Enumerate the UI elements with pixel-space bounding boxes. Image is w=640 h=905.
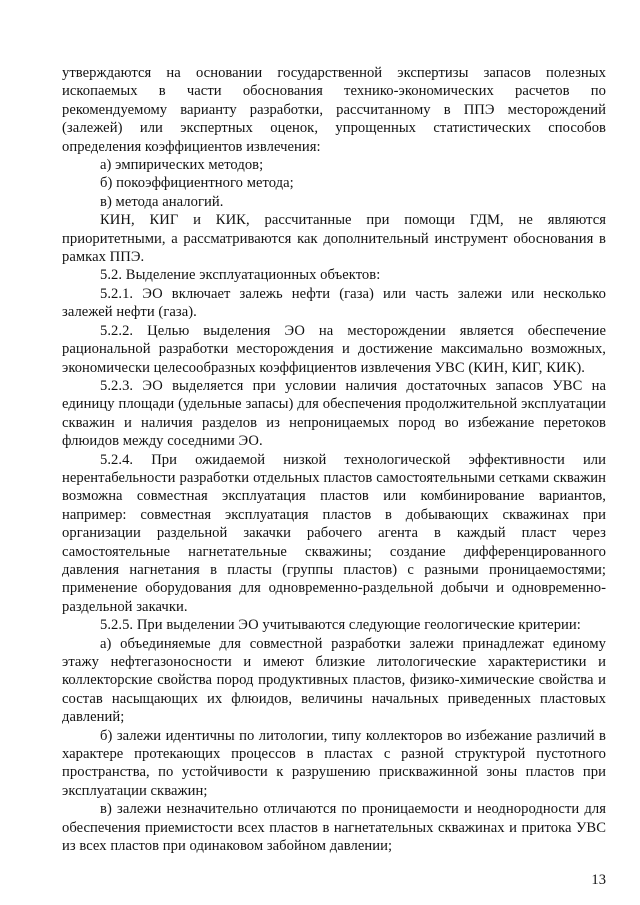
paragraph: а) объединяемые для совместной разработки залежи принадлежат единому этажу нефтегазоносности и имеют близкие литологические характеристики и коллекторские свойства пород продуктивных пластов, физико-химические свойства и состав насыщающих их флюидов, величины начальных приведенных пластовых давлений; xyxy=(62,635,606,726)
paragraph: б) покоэффициентного метода; xyxy=(100,175,294,192)
body-text xyxy=(62,64,606,855)
paragraph: 5.2.5. При выделении ЭО учитываются следующие геологические критерии: xyxy=(100,617,581,634)
paragraph: 5.2.1. ЭО включает залежь нефти (газа) или часть залежи или несколько залежей нефти (газа). xyxy=(62,285,606,321)
paragraph: 5.2.4. При ожидаемой низкой технологической эффективности или нерентабельности разработки отдельных пластов самостоятельными сетками скважин возможна совместная эксплуатация пластов или комбинирование вариантов, например: совместная эксплуатация пластов в добывающих скважинах при организации раздельной закачки рабочего агента в каждый пласт через самостоятельные нагнетательные скважины; создание дифференцированного давления нагнетания в пласты (группы пластов) с разными проницаемостями; применение оборудования для одновременно-раздельной добычи и одновременно-раздельной закачки. xyxy=(62,451,606,615)
paragraph: в) метода аналогий. xyxy=(100,193,224,210)
paragraph: а) эмпирических методов; xyxy=(100,157,264,174)
paragraph: б) залежи идентичны по литологии, типу коллекторов во избежание различий в характере протекающих процессов в пластах с разной структурой пустотного пространства, по устойчивости к разрушению прискважинной зоны пластов при эксплуатации скважин; xyxy=(62,727,606,799)
page-number: 13 xyxy=(591,872,606,888)
paragraph: 5.2.3. ЭО выделяется при условии наличия достаточных запасов УВС на единицу площади (удельные запасы) для обеспечения продолжительной эксплуатации скважин и наличия разделов из непроницаемых пород во избежание перетоков флюидов между соседними ЭО. xyxy=(62,377,606,450)
paragraph: в) залежи незначительно отличаются по проницаемости и неоднородности для обеспечения приемистости всех пластов в нагнетательных скважинах и притока УВС из всех пластов при одинаковом забойном давлении; xyxy=(62,801,606,855)
paragraph: 5.2. Выделение эксплуатационных объектов: xyxy=(100,267,381,284)
paragraph: утверждаются на основании государственной экспертизы запасов полезных ископаемых в части обоснования технико-экономических расчетов по рекомендуемому варианту разработки, рассчитанному в ППЭ месторождений (залежей) или экспертных оценок, упрощенных статистических способов определения коэффициентов извлечения: xyxy=(62,65,606,155)
paragraph: 5.2.2. Целью выделения ЭО на месторождении является обеспечение рациональной разработки месторождения и достижение максимально возможных, экономически целесообразных коэффициентов извлечения УВС (КИН, КИГ, КИК). xyxy=(62,322,606,376)
paragraph: КИН, КИГ и КИК, рассчитанные при помощи ГДМ, не являются приоритетными, а рассматриваются как дополнительный инструмент обоснования в рамках ППЭ. xyxy=(62,212,606,266)
